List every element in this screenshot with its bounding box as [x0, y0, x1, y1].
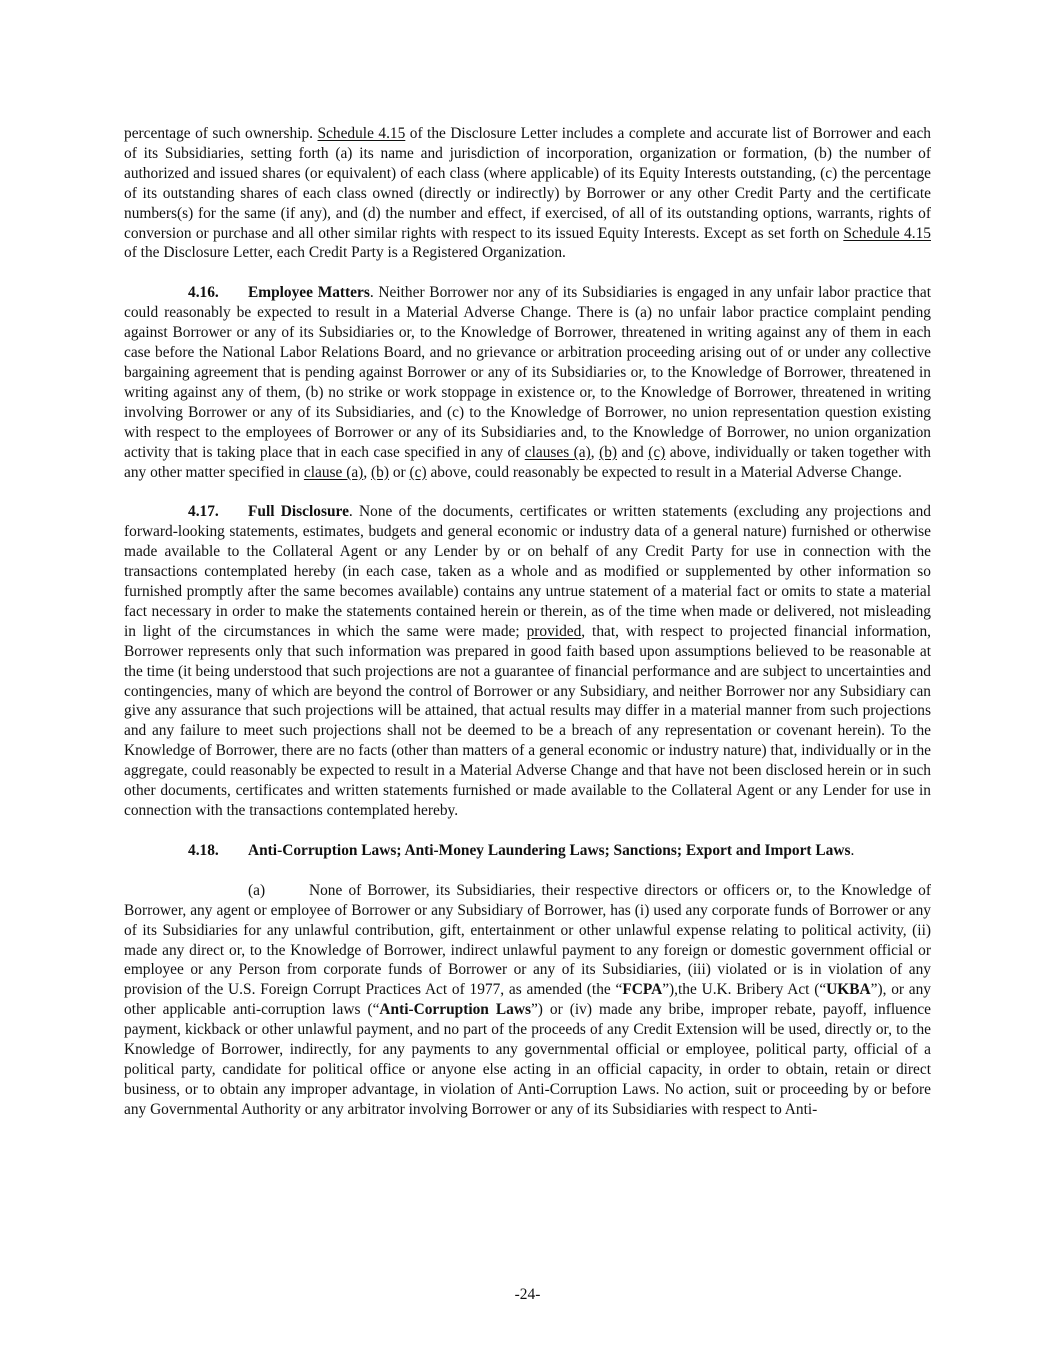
- section-heading: Employee Matters: [248, 284, 370, 302]
- text-run: None of Borrower, its Subsidiaries, their respective directors or officers or, to the Knowledge of Borrower, any agent or employee of Borrower or any Subsidiary of Borrower, has (i) used any corporate funds of Borrower or any of its Subsidiaries for any unlawful contribution, gift, entertainment or other unlawful expense relating to political activity, (ii) made any direct or, to the Knowledge of Borrower, indirect unlawful payment to any foreign or domestic government official or employee or any Person from corporate funds of Borrower or any of its Subsidiaries, (iii) violated or is in violation of any provision of the U.S. Foreign Corrupt Practices Act of 1977, as amended (the “: [124, 881, 931, 999]
- text-run: ”) or (iv) made any bribe, improper rebate, payoff, influence payment, kickback or other unlawful payment, and no part of the proceeds of any Credit Extension will be used, directly or, to the Knowledge of Borrower, indirectly, for any payments to any governmental official or employee, political party, official of a political party, candidate for political office or anyone else acting in an official capacity, in order to obtain, retain or direct business, or to obtain any improper advantage, in violation of Anti-Corruption Laws. No action, suit or proceeding by or before any Governmental Authority or any arbitrator involving Borrower or any of its Subsidiaries with respect to Anti-: [124, 1001, 931, 1118]
- section-heading: Anti-Corruption Laws; Anti-Money Laundering Laws; Sanctions; Export and Import Laws: [248, 841, 851, 859]
- clause-reference: (b): [371, 463, 389, 481]
- section-4-16-employee-matters: [124, 283, 931, 482]
- text-run: and: [617, 443, 649, 461]
- schedule-reference: Schedule 4.15: [843, 224, 931, 242]
- text-run: .: [850, 841, 855, 859]
- section-number: 4.16.: [188, 284, 219, 302]
- defined-term: Anti-Corruption Laws: [379, 1001, 531, 1019]
- clause-reference: (c): [409, 463, 427, 481]
- text-run: ”), or any other applicable anti-corruption laws (“: [124, 981, 931, 1019]
- clause-reference: clause (a): [303, 463, 364, 481]
- text-run: ,: [590, 443, 600, 461]
- section-number: 4.18.: [188, 841, 219, 859]
- subsection-label: (a): [248, 881, 266, 899]
- text-run: above, could reasonably be expected to result in a Material Adverse Change.: [426, 463, 902, 481]
- section-heading: Full Disclosure: [248, 503, 349, 521]
- section-4-18-a-paragraph: [124, 881, 931, 1120]
- paragraph-ownership-continued: [124, 124, 931, 263]
- defined-term: UKBA: [826, 981, 871, 999]
- text-run: above, individually or taken together with any other matter specified in: [124, 443, 931, 481]
- text-run: of the Disclosure Letter, each Credit Party is a Registered Organization.: [124, 244, 566, 262]
- schedule-reference: Schedule 4.15: [317, 125, 406, 142]
- document-body: [124, 124, 931, 1120]
- text-run: of the Disclosure Letter includes a complete and accurate list of Borrower and each of its Subsidiaries, setting forth (a) its name and jurisdiction of incorporation, organization or formation, (b) the number of authorized and issued shares (or equivalent) of each class (where applicable) of its Equity Interests outstanding, (c) the percentage of its outstanding shares of each class owned (directly or indirectly) by Borrower or any other Credit Party and the certificate numbers(s) for the same (if any), and (d) the number and effect, if exercised, of all of its outstanding options, warrants, rights of conversion or purchase and all other similar rights with respect to its issued Equity Interests. Except as set forth on: [124, 125, 931, 242]
- text-run: ”),the U.K. Bribery Act (“: [662, 981, 827, 999]
- text-run: , that, with respect to projected financial information, Borrower represents only that such information was prepared in good faith based upon assumptions believed to be reasonable at the time (it being understood that such projections are not a guarantee of financial performance and are subject to uncertainties and contingencies, many of which are beyond the control of Borrower or any Subsidiary, and neither Borrower nor any Subsidiary can give any assurance that such projections will be attained, that actual results may differ in a material manner from such projections and any failure to meet such projections shall not be deemed to be a breach of any representation or covenant herein). To the Knowledge of Borrower, there are no facts (other than matters of a general economic or industry nature) that, individually or in the aggregate, could reasonably be expected to result in a Material Adverse Change and that have not been disclosed herein or in such other documents, certificates and written statements furnished or made available to the Collateral Agent or any Lender for use in connection with the transactions contemplated hereby.: [124, 622, 931, 819]
- provided-term: provided: [526, 622, 582, 640]
- section-number: 4.17.: [188, 503, 219, 521]
- text-run: percentage of such ownership.: [124, 125, 318, 142]
- text-run: ,: [363, 463, 372, 481]
- clause-reference: clauses (a): [524, 443, 591, 461]
- defined-term: FCPA: [622, 981, 663, 999]
- text-run: . None of the documents, certificates or written statements (excluding any projections and forward-looking statements, estimates, budgets and general economic or industry data of a general nature) furnished or otherwise made available to the Collateral Agent or any Lender by or on behalf of any Credit Party for use in connection with the transactions contemplated hereby (in each case, taken as a whole and as modified or supplemented by other information so furnished promptly after the same becomes available) contains any untrue statement of a material fact or omits to state a material fact necessary in order to make the statements contained herein or therein, as of the time when made or delivered, not misleading in light of the circumstances in which the same were made;: [124, 503, 931, 640]
- clause-reference: (c): [648, 443, 666, 461]
- page-number: -24-: [514, 1286, 541, 1303]
- text-run: or: [388, 463, 410, 481]
- clause-reference: (b): [599, 443, 618, 461]
- section-4-17-full-disclosure: [124, 502, 931, 821]
- section-4-18-heading: [124, 841, 931, 861]
- text-run: . Neither Borrower nor any of its Subsidiaries is engaged in any unfair labor practice that could reasonably be expected to result in a Material Adverse Change. There is (a) no unfair labor practice complaint pending against Borrower or any of its Subsidiaries or, to the Knowledge of Borrower, threatened in writing against any of them in each case before the National Labor Relations Board, and no grievance or arbitration proceeding arising out of or under any collective bargaining agreement that is pending against Borrower or any of its Subsidiaries or, to the Knowledge of Borrower, threatened in writing against any of them, (b) no strike or work stoppage in existence or, to the Knowledge of Borrower, threatened in writing involving Borrower or any of its Subsidiaries, and (c) to the Knowledge of Borrower, no union representation question existing with respect to the employees of Borrower or any of its Subsidiaries and, to the Knowledge of Borrower, no union organization activity that is taking place that in each case specified in any of: [124, 284, 931, 461]
